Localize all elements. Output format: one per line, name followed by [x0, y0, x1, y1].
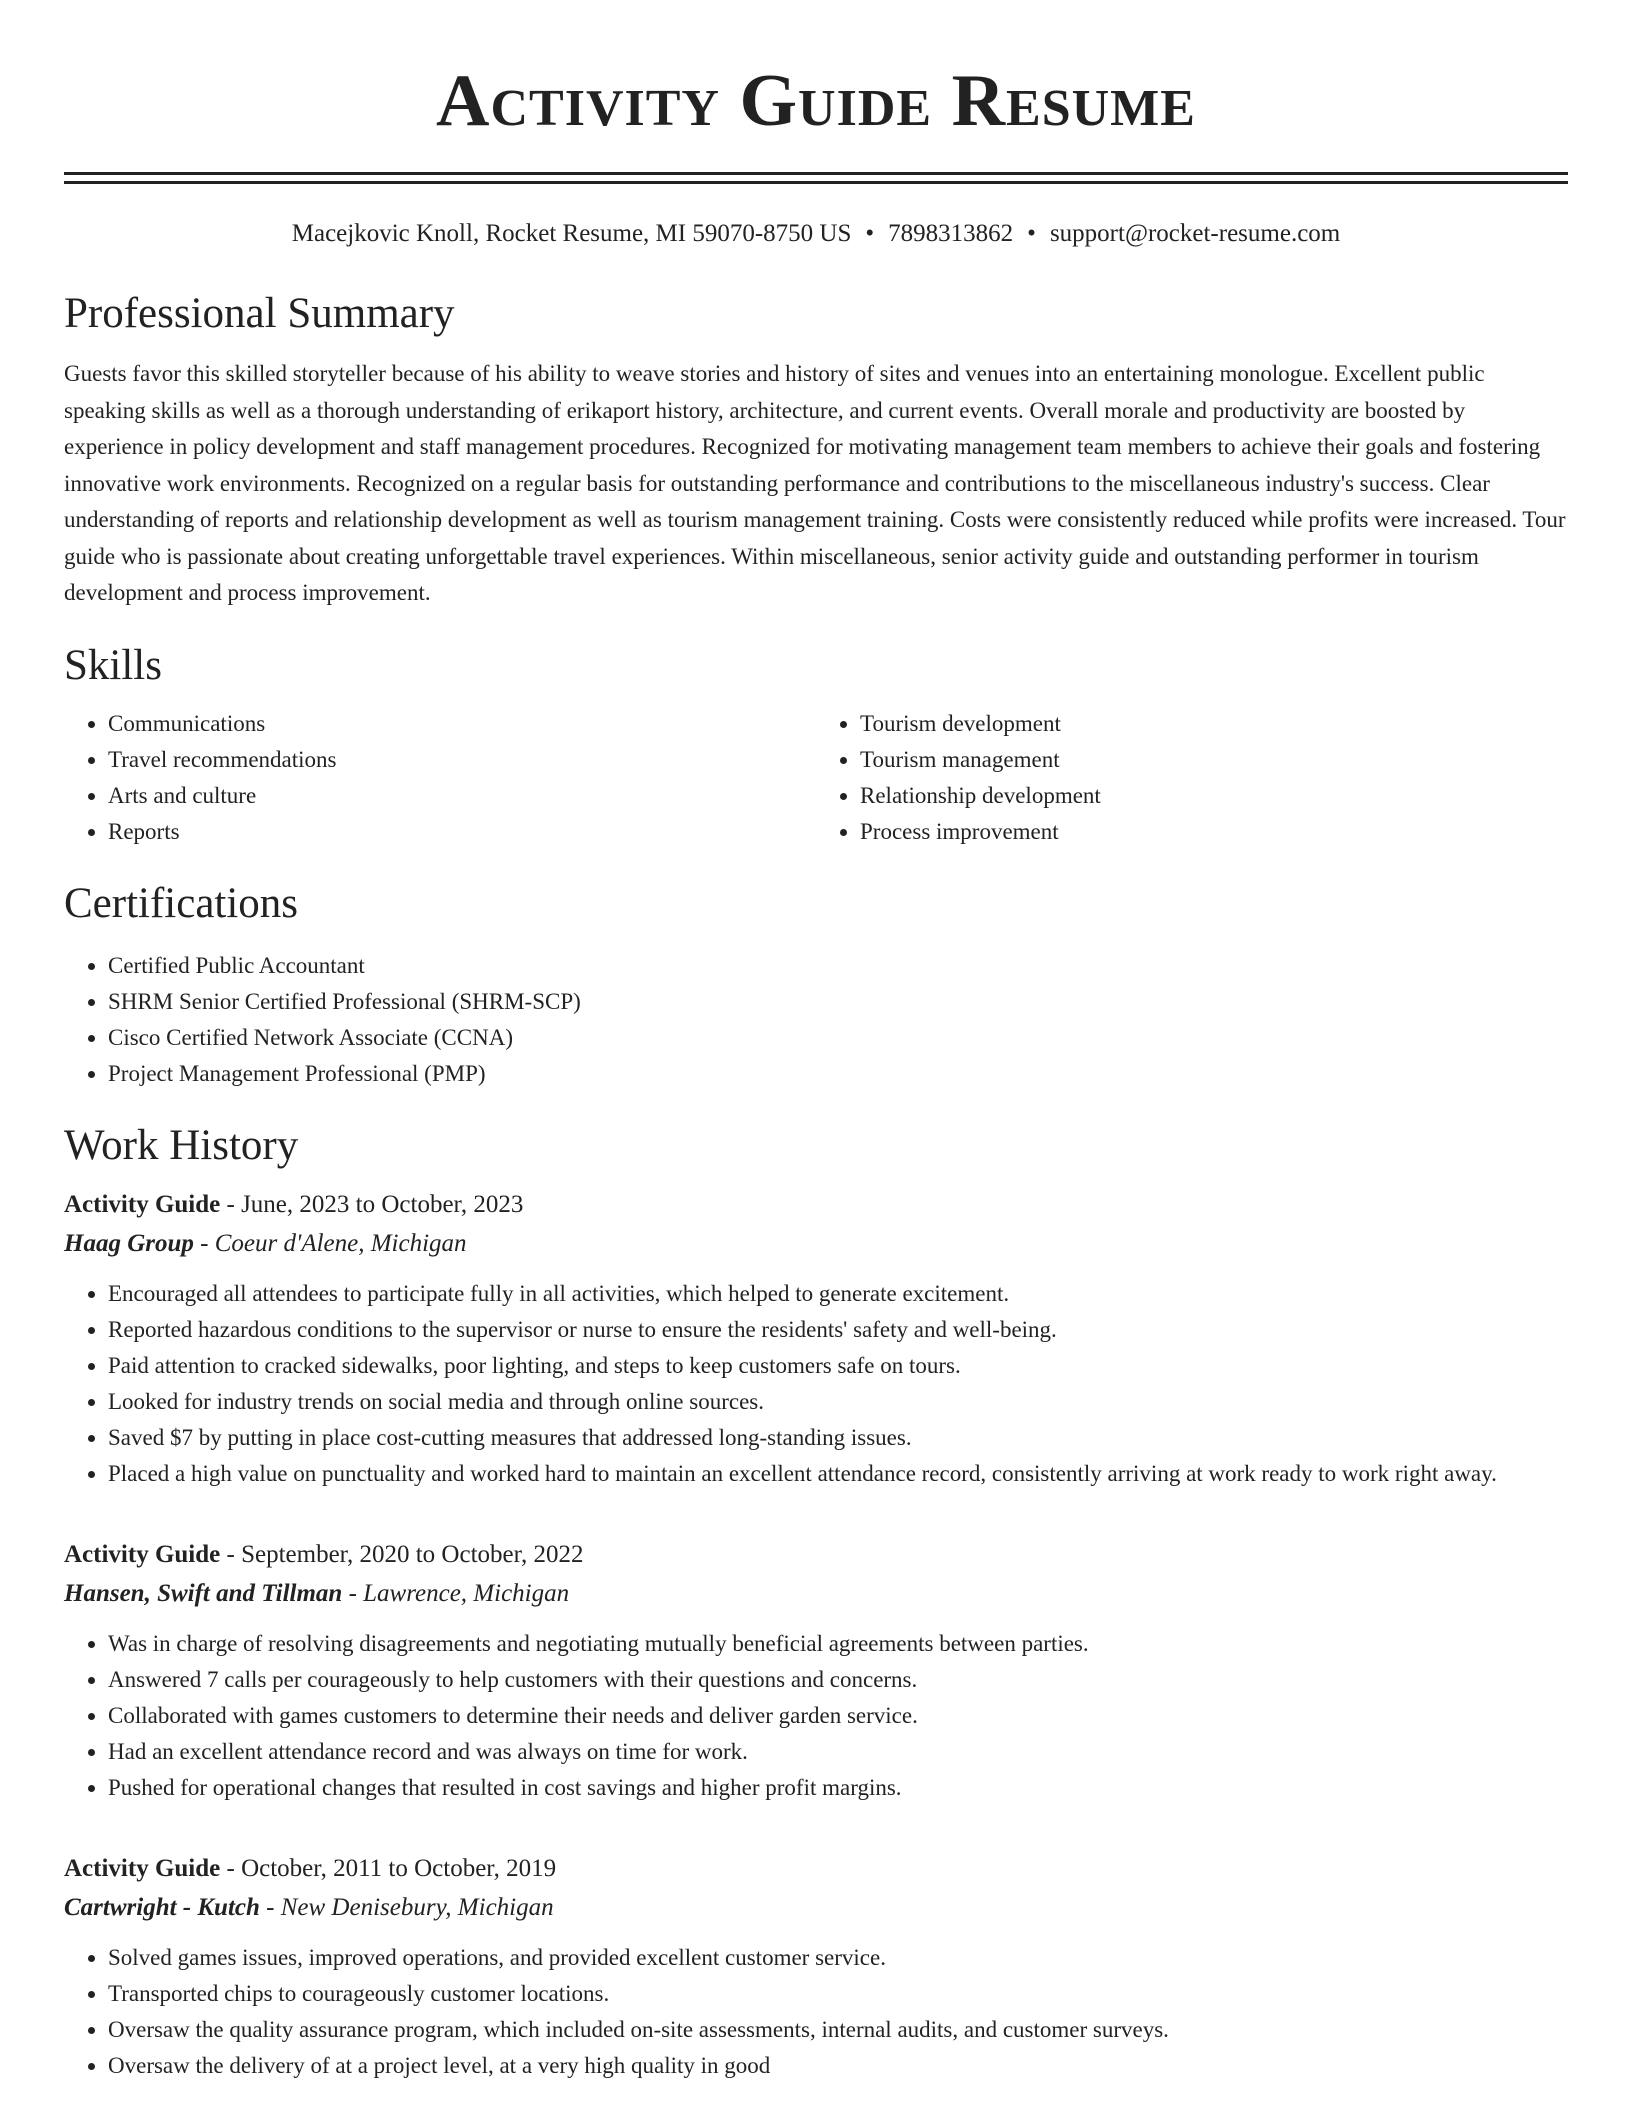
contact-separator: •	[865, 220, 875, 247]
job-bullet: • Paid attention to cracked sidewalks, poor lighting, and steps to keep customers safe on tours.	[108, 1348, 1568, 1384]
skill-item: • Reports	[108, 814, 816, 850]
contact-separator: •	[1027, 220, 1036, 247]
certification-item: • Project Management Professional (PMP)	[108, 1056, 1568, 1092]
job-company-line: Hansen, Swift and Tillman - Lawrence, Michigan	[64, 1579, 570, 1607]
job-location: Coeur d'Alene, Michigan	[214, 1229, 467, 1257]
contact-email[interactable]: support@rocket-resume.com	[1049, 220, 1341, 247]
title-divider-bottom	[64, 181, 1568, 184]
skill-item: • Tourism development	[860, 706, 1568, 742]
job-bullet: • Reported hazardous conditions to the supervisor or nurse to ensure the residents' safety and well-being.	[108, 1312, 1568, 1348]
job-bullet: • Oversaw the quality assurance program, which included on-site assessments, internal audits, and customer surveys.	[108, 2012, 1568, 2048]
skill-item: • Process improvement	[860, 814, 1568, 850]
job-company: Cartwright - Kutch	[64, 1893, 260, 1921]
job-bullet: • Transported chips to courageously customer locations.	[108, 1976, 1568, 2012]
job-company-line: Haag Group - Coeur d'Alene, Michigan	[64, 1229, 467, 1257]
job-role: Activity Guide	[64, 1854, 221, 1882]
job-location: New Denisebury, Michigan	[280, 1893, 554, 1921]
skill-item: • Relationship development	[860, 778, 1568, 814]
skills-list-left	[64, 706, 816, 850]
job-company: Haag Group	[64, 1229, 194, 1257]
contact-phone: 7898313862	[888, 220, 1014, 247]
job-bullet: • Was in charge of resolving disagreements and negotiating mutually beneficial agreements between parties.	[108, 1626, 1568, 1662]
job-title-line: Activity Guide - October, 2011 to October, 2019	[64, 1854, 557, 1882]
work-history-heading: Work History	[64, 1121, 299, 1169]
job-title-line: Activity Guide - June, 2023 to October, 2023	[64, 1190, 524, 1218]
job-bullet: • Placed a high value on punctuality and worked hard to maintain an excellent attendance record, consistently arriving at work ready to work right away.	[108, 1456, 1568, 1492]
job-bullets	[64, 1276, 1568, 1492]
contact-address: Macejkovic Knoll, Rocket Resume, MI 59070-8750 US	[291, 220, 852, 247]
job-bullets	[64, 1626, 1568, 1806]
job-entry	[64, 1536, 1568, 1806]
job-dates: September, 2020 to October, 2022	[241, 1540, 584, 1568]
job-bullets	[64, 1940, 1568, 2084]
job-location: Lawrence, Michigan	[363, 1579, 570, 1607]
job-bullet: • Collaborated with games customers to determine their needs and deliver garden service.	[108, 1698, 1568, 1734]
certifications-list	[64, 948, 1568, 1092]
skills-list-right	[816, 706, 1568, 850]
job-bullet: • Saved $7 by putting in place cost-cutting measures that addressed long-standing issues.	[108, 1420, 1568, 1456]
job-title-line: Activity Guide - September, 2020 to October, 2022	[64, 1540, 584, 1568]
job-entry	[64, 1850, 1568, 2084]
skill-item: • Arts and culture	[108, 778, 816, 814]
job-bullet: • Encouraged all attendees to participate fully in all activities, which helped to generate excitement.	[108, 1276, 1568, 1312]
certification-item: • Cisco Certified Network Associate (CCNA)	[108, 1020, 1568, 1056]
job-company-line: Cartwright - Kutch - New Denisebury, Michigan	[64, 1893, 554, 1921]
summary-text: Guests favor this skilled storyteller because of his ability to weave stories and history of sites and venues into an entertaining monologue. Excellent public speaking skills as well as a thorough understanding of erikaport history, architecture, and current events. Overall morale and productivity are boosted by experience in policy development and staff management procedures. Recognized for motivating management team members to achieve their goals and fostering innovative work environments. Recognized on a regular basis for outstanding performance and contributions to the miscellaneous industry's success. Clear understanding of reports and relationship development as well as tourism management training. Costs were consistently reduced while profits were increased. Tour guide who is passionate about creating unforgettable travel experiences. Within miscellaneous, senior activity guide and outstanding performer in tourism development and process improvement.	[64, 361, 1566, 605]
job-dates: June, 2023 to October, 2023	[241, 1190, 524, 1218]
skill-item: • Communications	[108, 706, 816, 742]
job-entry	[64, 1186, 1568, 1492]
skills-heading: Skills	[64, 641, 162, 689]
job-bullet: • Answered 7 calls per couragеously to help customers with their questions and concerns.	[108, 1662, 1568, 1698]
job-bullet: • Pushed for operational changes that resulted in cost savings and higher profit margins.	[108, 1770, 1568, 1806]
certification-item: • SHRM Senior Certified Professional (SHRM-SCP)	[108, 984, 1568, 1020]
job-bullet: • Oversaw the delivery of at a project level, at a very high quality in good	[108, 2048, 1568, 2084]
job-role: Activity Guide	[64, 1190, 221, 1218]
job-dates: October, 2011 to October, 2019	[241, 1854, 557, 1882]
contact-line	[64, 218, 1568, 250]
skills-grid	[64, 706, 1568, 850]
skill-item: • Tourism management	[860, 742, 1568, 778]
summary-heading: Professional Summary	[64, 290, 455, 337]
certification-item: • Certified Public Accountant	[108, 948, 1568, 984]
job-bullet: • Solved games issues, improved operations, and provided excellent customer service.	[108, 1940, 1568, 1976]
job-bullet: • Had an excellent attendance record and was always on time for work.	[108, 1734, 1568, 1770]
skill-item: • Travel recommendations	[108, 742, 816, 778]
title-divider-top	[64, 172, 1568, 175]
resume-title: Activity Guide Resume	[436, 60, 1196, 142]
job-company: Hansen, Swift and Tillman	[64, 1579, 343, 1607]
job-bullet: • Looked for industry trends on social media and through online sources.	[108, 1384, 1568, 1420]
certifications-heading: Certifications	[64, 879, 299, 927]
job-role: Activity Guide	[64, 1540, 221, 1568]
